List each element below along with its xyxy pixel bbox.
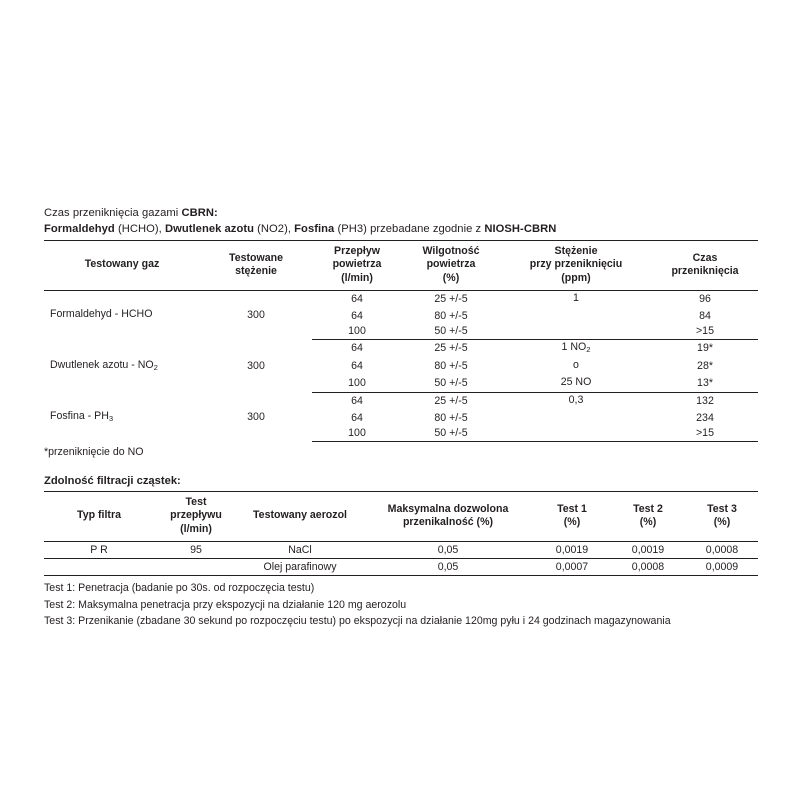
cell-time: 132 — [696, 395, 714, 408]
gas-name-text: Fosfina - PH — [50, 409, 109, 422]
gas-table-header-row — [44, 241, 758, 291]
cell-breakthrough — [500, 393, 652, 411]
cell-breakthrough — [500, 309, 652, 324]
header-line: Maksymalna dozwolona — [387, 502, 509, 515]
header-line: powietrza — [332, 258, 382, 271]
cell-max-penetration: 0,05 — [362, 559, 534, 576]
cell-filter-type — [44, 559, 154, 576]
header-line: Test 2 — [633, 502, 663, 515]
intro-line-1-text: Czas przeniknięcia gazami — [44, 207, 182, 219]
header-line: przeniknięcia — [671, 265, 739, 278]
cell-gas-name — [44, 291, 200, 340]
gas-breakthrough-table — [44, 240, 758, 442]
cell-breakthrough — [500, 411, 652, 426]
header-line: Test — [185, 496, 207, 508]
breakthrough-text: o — [573, 358, 579, 371]
header-line: powietrza — [426, 258, 476, 271]
cell-test-3: 0,0009 — [686, 559, 758, 576]
filtration-section-title: Zdolność filtracji cząstek: — [44, 475, 181, 487]
col-header-breakthrough-concentration — [500, 241, 652, 291]
gas-table-body — [44, 291, 758, 442]
table-row — [44, 340, 758, 358]
spec-sheet — [44, 206, 758, 629]
gas-phosphine-label: Fosfina — [294, 222, 335, 235]
gas-nitrogen-dioxide-label: Dwutlenek azotu — [164, 222, 254, 235]
header-line: przepływu — [170, 509, 222, 522]
intro-heading — [44, 206, 758, 237]
gas-formaldehyde-formula: (HCHO), — [114, 222, 165, 235]
cell-humidity: 50 +/-5 — [402, 426, 500, 442]
header-line: przenikalność (%) — [402, 516, 494, 529]
cell-test-flow — [154, 559, 238, 576]
filter-table-notes — [44, 580, 758, 629]
cell-humidity: 80 +/-5 — [434, 359, 468, 372]
header-line: (%) — [713, 516, 731, 529]
table-row — [44, 559, 758, 576]
cell-aerosol: NaCl — [238, 542, 362, 559]
table-row — [44, 393, 758, 411]
col-header-max-penetration — [362, 492, 534, 542]
intro-line-2 — [44, 222, 758, 238]
breakthrough-text: 0,3 — [568, 394, 584, 407]
col-header-test-flow — [154, 492, 238, 542]
gas-table-head — [44, 241, 758, 291]
col-header-test-3 — [686, 492, 758, 542]
header-line: Typ filtra — [77, 509, 121, 522]
cell-concentration: 300 — [247, 308, 265, 321]
cell-concentration: 300 — [247, 359, 265, 372]
header-line: Czas — [692, 251, 718, 264]
gas-name-subscript: 3 — [108, 413, 114, 423]
cell-flow: 64 — [351, 395, 363, 408]
col-header-tested-aerosol — [238, 492, 362, 542]
cell-breakthrough — [500, 291, 652, 309]
gas-table-footnote: *przeniknięcie do NO — [44, 446, 144, 459]
cell-humidity: 25 +/-5 — [434, 395, 468, 408]
cell-breakthrough — [500, 340, 652, 358]
gas-nitrogen-dioxide-formula: (NO2), — [253, 222, 295, 235]
particle-filtration-table — [44, 491, 758, 576]
cell-time: 234 — [696, 411, 714, 424]
cell-breakthrough — [500, 358, 652, 375]
header-line: (ppm) — [561, 271, 591, 284]
header-line: (l/min) — [341, 271, 373, 284]
intro-line-1 — [44, 206, 758, 222]
header-line: Testowany aerozol — [253, 509, 347, 522]
col-header-air-humidity — [402, 241, 500, 291]
cell-time: >15 — [652, 324, 758, 340]
cell-flow: 64 — [351, 411, 363, 424]
cell-test-flow: 95 — [154, 542, 238, 559]
cell-filter-type: P R — [44, 542, 154, 559]
breakthrough-text: 1 NO — [561, 341, 587, 354]
cell-breakthrough — [500, 375, 652, 393]
cell-humidity: 25 +/-5 — [434, 293, 468, 306]
col-header-tested-gas — [44, 241, 200, 291]
header-line: Testowane — [229, 251, 283, 264]
cell-flow: 100 — [312, 324, 402, 340]
cell-test-1: 0,0007 — [534, 559, 610, 576]
note-test-3: Test 3: Przenikanie (zbadane 30 sekund po rozpoczęciu testu) po ekspozycji na działanie 120mg pyłu i 24 godzinach magazynowania — [44, 614, 671, 627]
cell-concentration: 300 — [247, 410, 265, 423]
header-line: (%) — [563, 516, 581, 529]
cell-flow: 100 — [312, 375, 402, 393]
cell-flow: 64 — [351, 342, 363, 355]
header-line: (l/min) — [180, 522, 212, 535]
cell-test-2: 0,0019 — [610, 542, 686, 559]
cell-humidity: 80 +/-5 — [434, 309, 468, 322]
cell-humidity: 50 +/-5 — [402, 375, 500, 393]
cell-humidity: 80 +/-5 — [434, 411, 468, 424]
note-test-2: Test 2: Maksymalna penetracja przy ekspozycji na działanie 120 mg aerozolu — [44, 598, 407, 611]
cell-time: >15 — [652, 426, 758, 442]
header-line: (%) — [639, 516, 657, 529]
cell-humidity: 50 +/-5 — [402, 324, 500, 340]
standard-niosh-cbrn: NIOSH-CBRN — [484, 222, 557, 235]
col-header-test-1 — [534, 492, 610, 542]
cell-flow: 64 — [351, 359, 363, 372]
header-line: Test 1 — [557, 502, 587, 515]
cell-time: 96 — [699, 293, 711, 306]
header-line: przy przeniknięciu — [529, 258, 623, 271]
filter-table-head — [44, 492, 758, 542]
header-line: Stężenie — [554, 245, 598, 257]
cell-time: 84 — [699, 309, 711, 322]
cell-aerosol: Olej parafinowy — [238, 559, 362, 576]
breakthrough-text: 25 NO — [560, 375, 592, 388]
header-line: (%) — [442, 271, 460, 284]
gas-name-text: Formaldehyd - HCHO — [50, 307, 153, 320]
cell-time: 13* — [652, 375, 758, 393]
cell-flow: 64 — [351, 309, 363, 322]
filter-table-body — [44, 542, 758, 576]
intro-line-1-bold: CBRN: — [181, 207, 218, 219]
header-line: Wilgotność — [422, 245, 480, 257]
cell-max-penetration: 0,05 — [362, 542, 534, 559]
col-header-test-2 — [610, 492, 686, 542]
cell-breakthrough — [500, 324, 652, 340]
breakthrough-text: 1 — [573, 292, 579, 305]
cell-flow: 100 — [312, 426, 402, 442]
table-row — [44, 542, 758, 559]
cell-test-3: 0,0008 — [686, 542, 758, 559]
breakthrough-subscript: 2 — [586, 345, 591, 355]
table-row — [44, 291, 758, 309]
cell-gas-name — [44, 340, 200, 393]
gas-name-subscript: 2 — [153, 362, 158, 372]
header-line: Test 3 — [707, 502, 737, 515]
cell-time: 19* — [697, 342, 713, 355]
cell-time: 28* — [697, 359, 713, 372]
cell-breakthrough — [500, 426, 652, 442]
col-header-tested-concentration — [200, 241, 312, 291]
gas-phosphine-formula: (PH3) przebadane zgodnie z — [334, 222, 485, 235]
col-header-breakthrough-time — [652, 241, 758, 291]
header-line: stężenie — [235, 265, 277, 278]
col-header-filter-type — [44, 492, 154, 542]
gas-name-text: Dwutlenek azotu - NO — [50, 358, 154, 371]
gas-formaldehyde-label: Formaldehyd — [44, 222, 115, 235]
cell-humidity: 25 +/-5 — [434, 342, 468, 355]
header-line: Przepływ — [334, 245, 380, 257]
filter-table-header-row — [44, 492, 758, 542]
col-header-air-flow — [312, 241, 402, 291]
cell-flow: 64 — [351, 293, 363, 306]
cell-gas-name — [44, 393, 200, 442]
note-test-1: Test 1: Penetracja (badanie po 30s. od rozpoczęcia testu) — [44, 582, 315, 595]
cell-test-1: 0,0019 — [534, 542, 610, 559]
cell-test-2: 0,0008 — [610, 559, 686, 576]
header-line: Testowany gaz — [84, 258, 160, 271]
